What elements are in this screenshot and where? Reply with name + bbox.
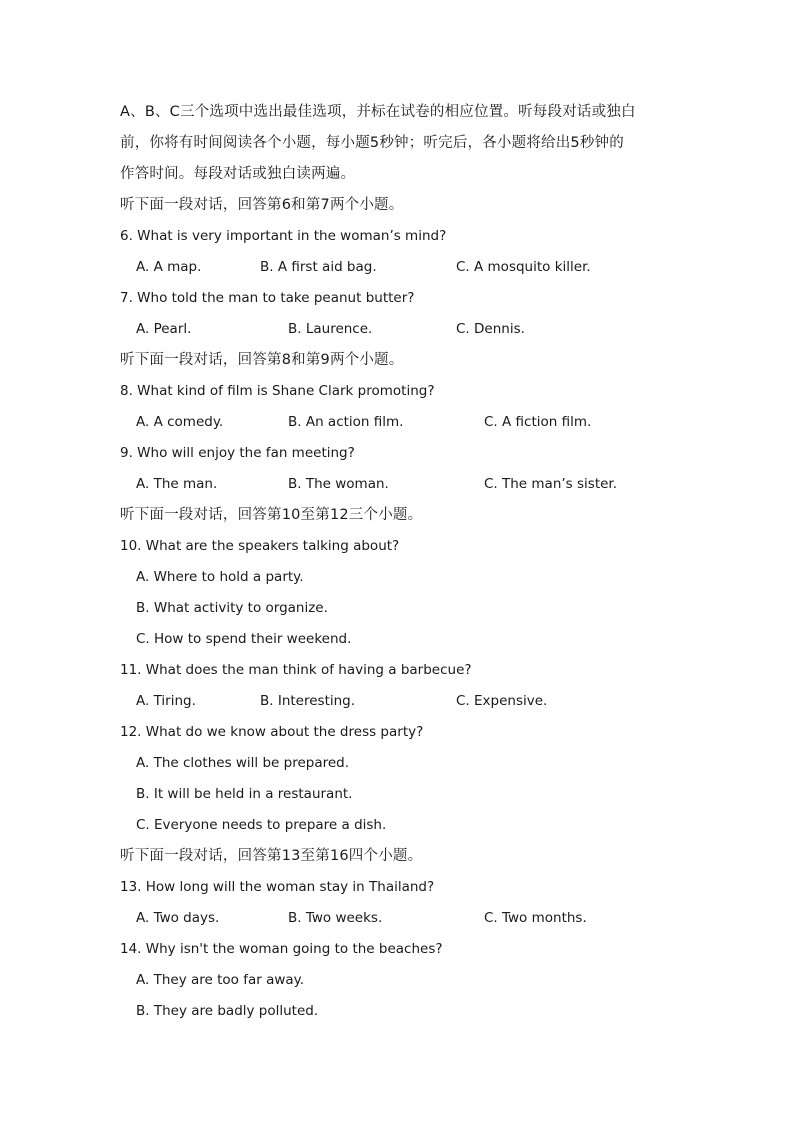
options-row xyxy=(120,407,680,438)
option-b: B. It will be held in a restaurant. xyxy=(136,786,353,802)
option-a: A. The clothes will be prepared. xyxy=(136,755,350,771)
section-heading: 听下面一段对话，回答第8和第9两个小题。 xyxy=(120,352,404,368)
option-b: B. Interesting. xyxy=(260,693,356,709)
option-c: C. A mosquito killer. xyxy=(456,259,591,275)
option-a: A. The man. xyxy=(136,476,218,492)
option-a: A. Tiring. xyxy=(136,693,196,709)
option-a: A. Two days. xyxy=(136,910,220,926)
instructions xyxy=(120,97,680,190)
instructions-line: 前，你将有时间阅读各个小题，每小题5秒钟；听完后，各小题将给出5秒钟的 xyxy=(120,135,624,151)
option-b: B. Laurence. xyxy=(288,321,373,337)
option-c: C. Two months. xyxy=(484,910,587,926)
option-b: B. The woman. xyxy=(288,476,389,492)
option-a: A. A comedy. xyxy=(136,414,224,430)
question-14: 14. Why isn't the woman going to the beaches? xyxy=(120,941,443,957)
options-row xyxy=(120,903,680,934)
question-11: 11. What does the man think of having a barbecue? xyxy=(120,662,472,678)
option-b: B. Two weeks. xyxy=(288,910,383,926)
question-10: 10. What are the speakers talking about? xyxy=(120,538,400,554)
section-heading: 听下面一段对话，回答第10至第12三个小题。 xyxy=(120,507,423,523)
section-heading: 听下面一段对话，回答第13至第16四个小题。 xyxy=(120,848,423,864)
exam-page xyxy=(120,97,680,1027)
option-b: B. They are badly polluted. xyxy=(136,1003,319,1019)
section-heading: 听下面一段对话，回答第6和第7两个小题。 xyxy=(120,197,404,213)
option-a: A. A map. xyxy=(136,259,202,275)
question-7: 7. Who told the man to take peanut butter? xyxy=(120,290,415,306)
option-c: C. Everyone needs to prepare a dish. xyxy=(136,817,387,833)
options-row xyxy=(120,314,680,345)
question-9: 9. Who will enjoy the fan meeting? xyxy=(120,445,355,461)
options-row xyxy=(120,252,680,283)
question-6: 6. What is very important in the woman’s mind? xyxy=(120,228,447,244)
option-c: C. How to spend their weekend. xyxy=(136,631,352,647)
option-a: A. They are too far away. xyxy=(136,972,305,988)
options-row xyxy=(120,469,680,500)
question-8: 8. What kind of film is Shane Clark promoting? xyxy=(120,383,435,399)
option-b: B. An action film. xyxy=(288,414,404,430)
option-c: C. A fiction film. xyxy=(484,414,592,430)
option-c: C. The man’s sister. xyxy=(484,476,618,492)
question-12: 12. What do we know about the dress party? xyxy=(120,724,424,740)
option-a: A. Pearl. xyxy=(136,321,192,337)
option-c: C. Dennis. xyxy=(456,321,525,337)
option-a: A. Where to hold a party. xyxy=(136,569,304,585)
question-13: 13. How long will the woman stay in Thailand? xyxy=(120,879,435,895)
options-row xyxy=(120,686,680,717)
instructions-line: 作答时间。每段对话或独白读两遍。 xyxy=(120,166,356,182)
option-b: B. What activity to organize. xyxy=(136,600,328,616)
option-c: C. Expensive. xyxy=(456,693,548,709)
option-b: B. A first aid bag. xyxy=(260,259,377,275)
instructions-line: A、B、C三个选项中选出最佳选项，并标在试卷的相应位置。听每段对话或独白 xyxy=(120,104,636,120)
